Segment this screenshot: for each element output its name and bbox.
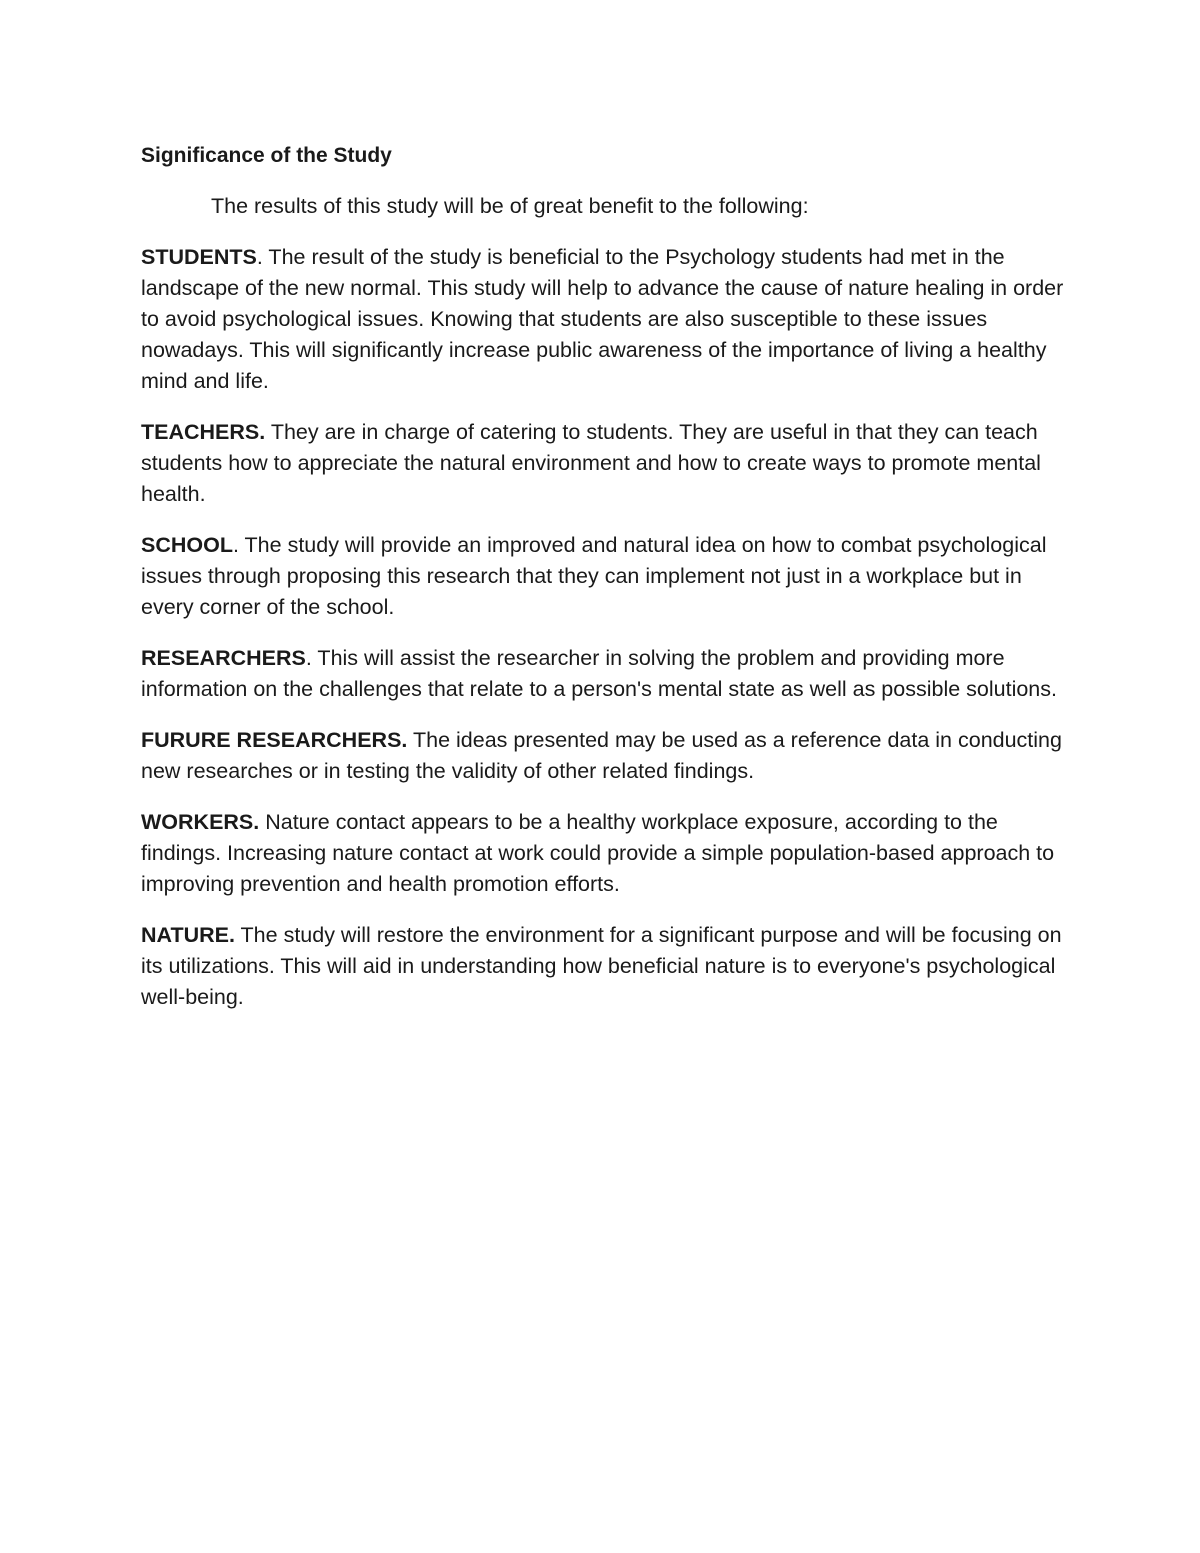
section-term: FURURE RESEARCHERS. bbox=[141, 728, 408, 752]
section-body: They are in charge of catering to students. They are useful in that they can teach students how to appreciate the natural environment and how to create ways to promote mental health. bbox=[141, 420, 1041, 506]
document-title: Significance of the Study bbox=[141, 144, 392, 167]
section-school bbox=[141, 530, 1066, 623]
section-students bbox=[141, 242, 1066, 397]
section-body: . The result of the study is beneficial to the Psychology students had met in the landscape of the new normal. This study will help to advance the cause of nature healing in order to avoid psychological issues. Knowing that students are also susceptible to these issues nowadays. This will significantly increase public awareness of the importance of living a healthy mind and life. bbox=[141, 245, 1064, 393]
section-body: The ideas presented may be used as a reference data in conducting new researches or in testing the validity of other related findings. bbox=[141, 728, 1062, 783]
section-body: The study will restore the environment for a significant purpose and will be focusing on its utilizations. This will aid in understanding how beneficial nature is to everyone's psychological well-being. bbox=[141, 923, 1062, 1009]
section-term: STUDENTS bbox=[141, 245, 257, 269]
document-content bbox=[141, 140, 1066, 1033]
section-term: NATURE. bbox=[141, 923, 235, 947]
section-body: Nature contact appears to be a healthy workplace exposure, according to the findings. Increasing nature contact at work could provide a simple population-based approach to improving prevention and health promotion efforts. bbox=[141, 810, 1055, 896]
section-term: RESEARCHERS bbox=[141, 646, 306, 670]
section-body: . This will assist the researcher in solving the problem and providing more information on the challenges that relate to a person's mental state as well as possible solutions. bbox=[141, 646, 1057, 701]
section-researchers bbox=[141, 643, 1066, 705]
section-term: TEACHERS. bbox=[141, 420, 266, 444]
intro-paragraph: The results of this study will be of great benefit to the following: bbox=[211, 194, 809, 218]
section-term: WORKERS. bbox=[141, 810, 260, 834]
section-teachers bbox=[141, 417, 1066, 510]
section-term: SCHOOL bbox=[141, 533, 233, 557]
section-workers bbox=[141, 807, 1066, 900]
section-nature bbox=[141, 920, 1066, 1013]
section-body: . The study will provide an improved and natural idea on how to combat psychological issues through proposing this research that they can implement not just in a workplace but in every corner of the school. bbox=[141, 533, 1047, 619]
section-future-researchers bbox=[141, 725, 1066, 787]
